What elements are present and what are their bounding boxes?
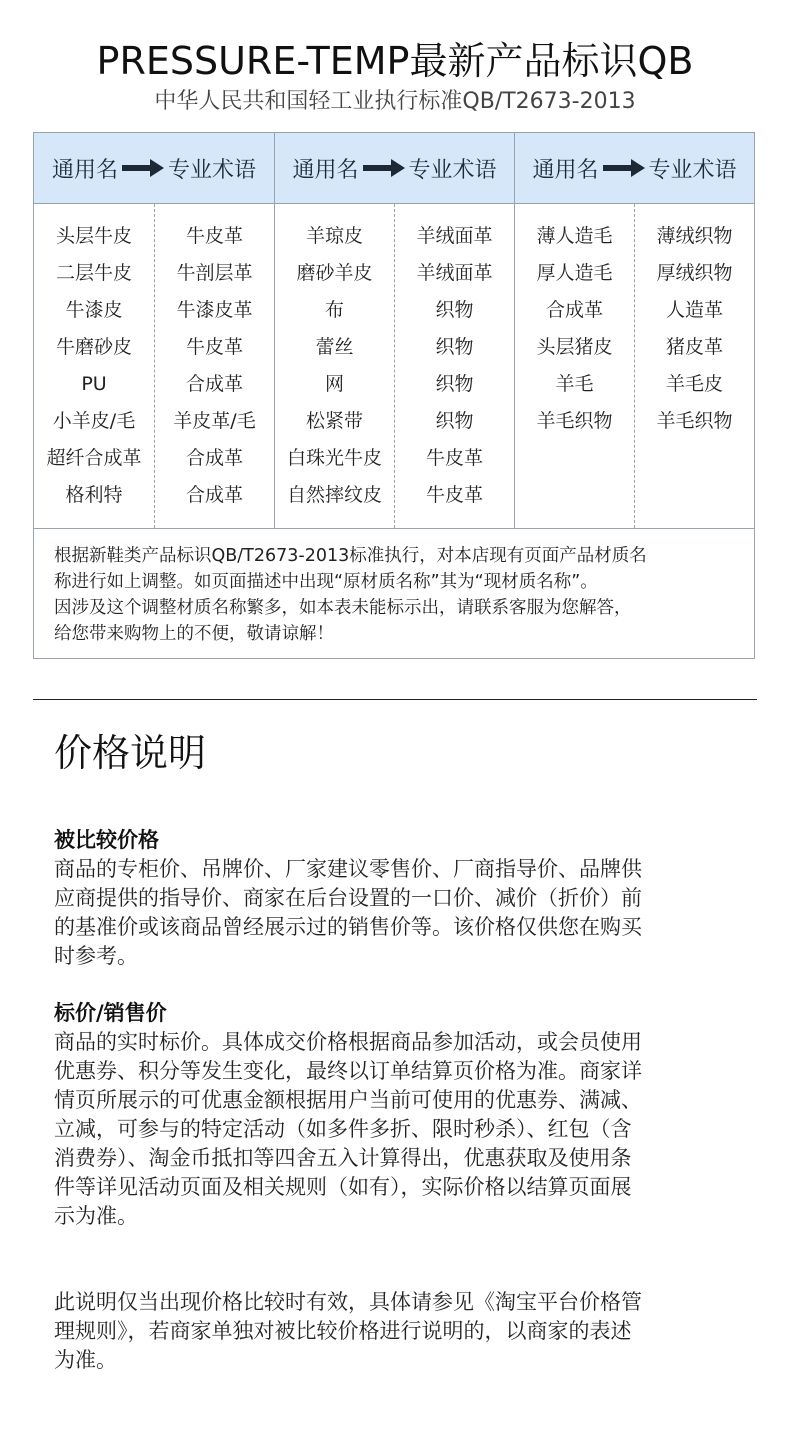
- material-table: [33, 132, 755, 659]
- table-header-row: [34, 133, 754, 204]
- header-common-name: 通用名: [51, 157, 118, 183]
- page-title: PRESSURE-TEMP最新产品标识QB: [96, 39, 694, 83]
- price-disclaimer-block: [54, 1288, 744, 1375]
- list-price-block: [54, 999, 744, 1231]
- table-cell: 合成革: [185, 373, 243, 395]
- arrow-right-icon: [603, 159, 645, 177]
- table-column-common-2: [274, 204, 394, 528]
- table-cell: 磨砂羊皮: [296, 262, 373, 284]
- table-column-common-3: [514, 204, 634, 528]
- paragraph-line: 立减，可参与的特定活动（如多件多折、限时秒杀）、红包（含: [54, 1117, 632, 1141]
- table-cell: 超纤合成革: [46, 447, 142, 469]
- table-cell: 格利特: [65, 484, 123, 506]
- paragraph-line: 商品的专柜价、吊牌价、厂家建议零售价、厂商指导价、品牌供: [54, 857, 642, 881]
- note-line: 给您带来购物上的不便，敬请谅解！: [54, 624, 334, 644]
- table-cell: 羊毛皮: [665, 373, 723, 395]
- table-cell: 合成革: [545, 299, 603, 321]
- paragraph-line: 件等详见活动页面及相关规则（如有），实际价格以结算页面展: [54, 1175, 632, 1199]
- table-cell: 白珠光牛皮: [286, 447, 382, 469]
- table-column-term-3: [634, 204, 754, 528]
- table-header-group: [274, 133, 514, 203]
- paragraph-line: 此说明仅当出现价格比较时有效，具体请参见《淘宝平台价格管: [54, 1290, 642, 1314]
- table-cell: 自然摔纹皮: [286, 484, 382, 506]
- table-cell: 牛磨砂皮: [55, 336, 132, 358]
- price-section-title: 价格说明: [54, 731, 207, 775]
- table-note: [54, 543, 734, 647]
- table-cell: 头层猪皮: [536, 336, 613, 358]
- table-cell: 羊琼皮: [305, 225, 363, 247]
- arrow-right-icon: [363, 159, 405, 177]
- paragraph-line: 情页所展示的可优惠金额根据用户当前可使用的优惠券、满减、: [54, 1088, 642, 1112]
- table-header-group: [34, 133, 274, 203]
- paragraph-line: 消费券）、淘金币抵扣等四舍五入计算得出，优惠获取及使用条: [54, 1146, 632, 1170]
- table-cell: 牛皮革: [185, 336, 243, 358]
- table-cell: 网: [324, 373, 344, 395]
- table-cell: 薄人造毛: [536, 225, 613, 247]
- paragraph-line: 示为准。: [54, 1204, 138, 1228]
- table-cell: 织物: [435, 336, 474, 358]
- section-divider: [33, 699, 757, 700]
- table-cell: 厚绒织物: [656, 262, 733, 284]
- table-cell: 合成革: [185, 484, 243, 506]
- table-cell: 牛皮革: [425, 447, 483, 469]
- note-line: 根据新鞋类产品标识QB/T2673-2013标准执行，对本店现有页面产品材质名: [54, 546, 647, 566]
- header-professional-term: 专业术语: [648, 157, 737, 183]
- paragraph-line: 优惠券、积分等发生变化，最终以订单结算页价格为准。商家详: [54, 1059, 642, 1083]
- paragraph-line: 为准。: [54, 1348, 117, 1372]
- table-cell: 织物: [435, 410, 474, 432]
- table-header-group: [514, 133, 754, 203]
- table-cell: 牛漆皮: [65, 299, 123, 321]
- table-cell: 厚人造毛: [536, 262, 613, 284]
- table-cell: 羊绒面革: [416, 262, 493, 284]
- table-cell: 羊毛: [555, 373, 594, 395]
- table-cell: 布: [324, 299, 344, 321]
- page-subtitle: 中华人民共和国轻工业执行标准QB/T2673-2013: [154, 89, 636, 114]
- paragraph-line: 应商提供的指导价、商家在后台设置的一口价、减价（折价）前: [54, 886, 642, 910]
- arrow-right-icon: [122, 159, 164, 177]
- paragraph-line: 商品的实时标价。具体成交价格根据商品参加活动，或会员使用: [54, 1030, 642, 1054]
- list-price-heading: 标价/销售价: [54, 1001, 167, 1025]
- table-cell: 织物: [435, 299, 474, 321]
- table-column-term-2: [394, 204, 514, 528]
- table-body: [34, 204, 754, 529]
- table-cell: 小羊皮/毛: [52, 410, 136, 432]
- note-line: 称进行如上调整。如页面描述中出现“原材质名称”其为“现材质名称”。: [54, 572, 598, 592]
- table-cell: 牛皮革: [425, 484, 483, 506]
- table-cell: 头层牛皮: [55, 225, 132, 247]
- note-line: 因涉及这个调整材质名称繁多，如本表未能标示出，请联系客服为您解答，: [54, 598, 632, 618]
- table-cell: 羊毛织物: [536, 410, 613, 432]
- compare-price-block: [54, 826, 744, 971]
- header-common-name: 通用名: [532, 157, 599, 183]
- table-cell: 蕾丝: [315, 336, 354, 358]
- table-column-term-1: [154, 204, 274, 528]
- table-cell: 牛皮革: [185, 225, 243, 247]
- table-column-common-1: [34, 204, 154, 528]
- table-cell: 羊皮革/毛: [173, 410, 256, 432]
- table-cell: PU: [81, 373, 107, 395]
- paragraph-line: 理规则》，若商家单独对被比较价格进行说明的，以商家的表述: [54, 1319, 632, 1343]
- table-cell: 二层牛皮: [55, 262, 132, 284]
- table-cell: 牛剖层革: [176, 262, 253, 284]
- table-cell: 猪皮革: [665, 336, 723, 358]
- table-cell: 松紧带: [305, 410, 363, 432]
- paragraph-line: 的基准价或该商品曾经展示过的销售价等。该价格仅供您在购买: [54, 915, 642, 939]
- table-cell: 织物: [435, 373, 474, 395]
- table-cell: 羊毛织物: [656, 410, 733, 432]
- header-common-name: 通用名: [292, 157, 359, 183]
- table-cell: 人造革: [665, 299, 723, 321]
- table-cell: 牛漆皮革: [176, 299, 253, 321]
- table-cell: 合成革: [185, 447, 243, 469]
- compare-price-heading: 被比较价格: [54, 828, 159, 852]
- table-cell: 薄绒织物: [656, 225, 733, 247]
- header-professional-term: 专业术语: [408, 157, 497, 183]
- header-professional-term: 专业术语: [168, 157, 257, 183]
- table-cell: 羊绒面革: [416, 225, 493, 247]
- paragraph-line: 时参考。: [54, 944, 138, 968]
